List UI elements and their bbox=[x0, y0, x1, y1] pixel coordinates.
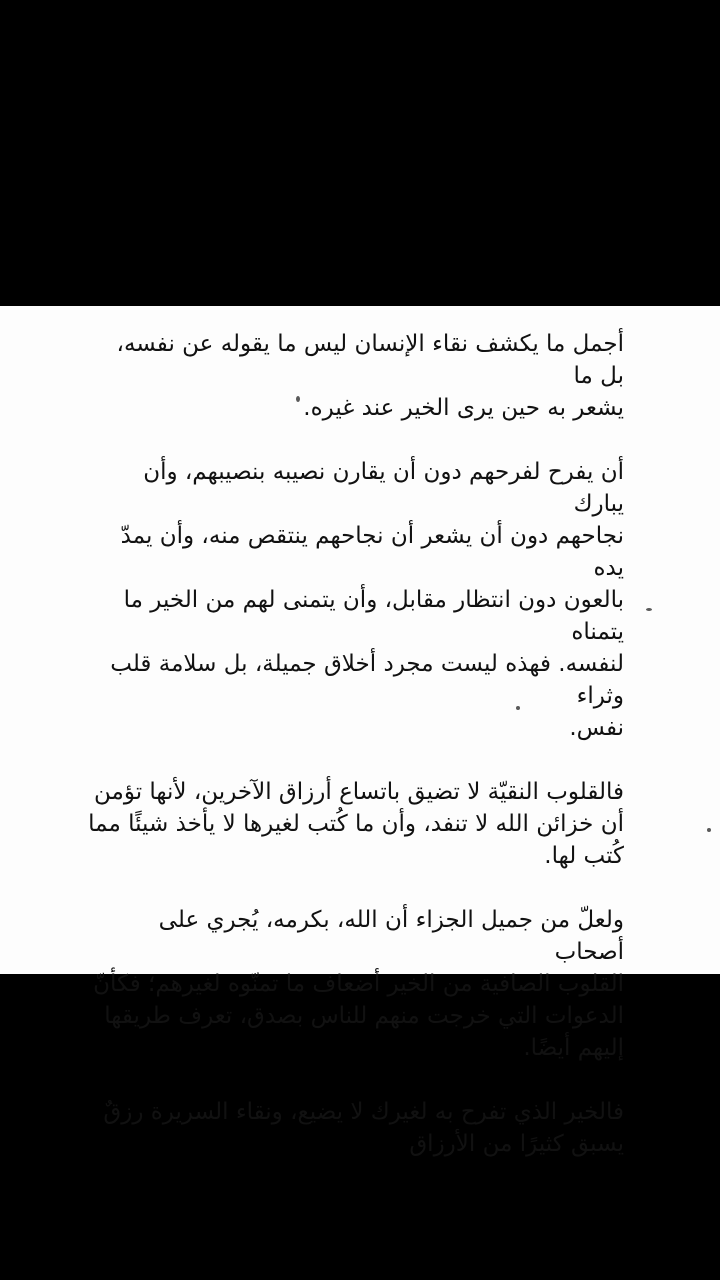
document-text bbox=[0, 328, 720, 1160]
paragraph-2: أن يفرح لفرحهم دون أن يقارن نصيبه بنصيبهم، وأن يبارك نجاحهم دون أن يشعر أن نجاحهم ينتقص منه، وأن يمدّ يده بالعون دون انتظار مقابل، وأن يتمنى لهم من الخير ما يتمناه لنفسه. فهذه ليست مجرد أخلاق جميلة، بل سلامة قلب وثراء نفس. bbox=[110, 459, 624, 741]
paper-speck bbox=[296, 396, 300, 402]
paragraph-3: فالقلوب النقيّة لا تضيق باتساع أرزاق الآخرين، لأنها تؤمن أن خزائن الله لا تنفد، وأن ما كُتب لغيرها لا يأخذ شيئًا مما كُتب لها. bbox=[88, 779, 624, 869]
paper-speck bbox=[646, 608, 652, 611]
paper-speck bbox=[516, 706, 520, 710]
paper-speck bbox=[707, 828, 711, 832]
document-page bbox=[0, 306, 720, 1157]
paragraph-4: ولعلّ من جميل الجزاء أن الله، بكرمه، يُجري على أصحاب القلوب الصافية من الخير أضعاف ما تمنّوه لغيرهم؛ فكأنّ الدعوات التي خرجت منهم للناس بصدق، تعرف طريقها إليهم أيضًا. bbox=[93, 907, 624, 1061]
paragraph-1: أجمل ما يكشف نقاء الإنسان ليس ما يقوله عن نفسه، بل ما يشعر به حين يرى الخير عند غيره. bbox=[116, 331, 624, 421]
paragraph-5: فالخير الذي تفرح به لغيرك لا يضيع، ونقاء السريرة رزقٌ يسبق كثيرًا من الأرزاق bbox=[103, 1099, 624, 1157]
